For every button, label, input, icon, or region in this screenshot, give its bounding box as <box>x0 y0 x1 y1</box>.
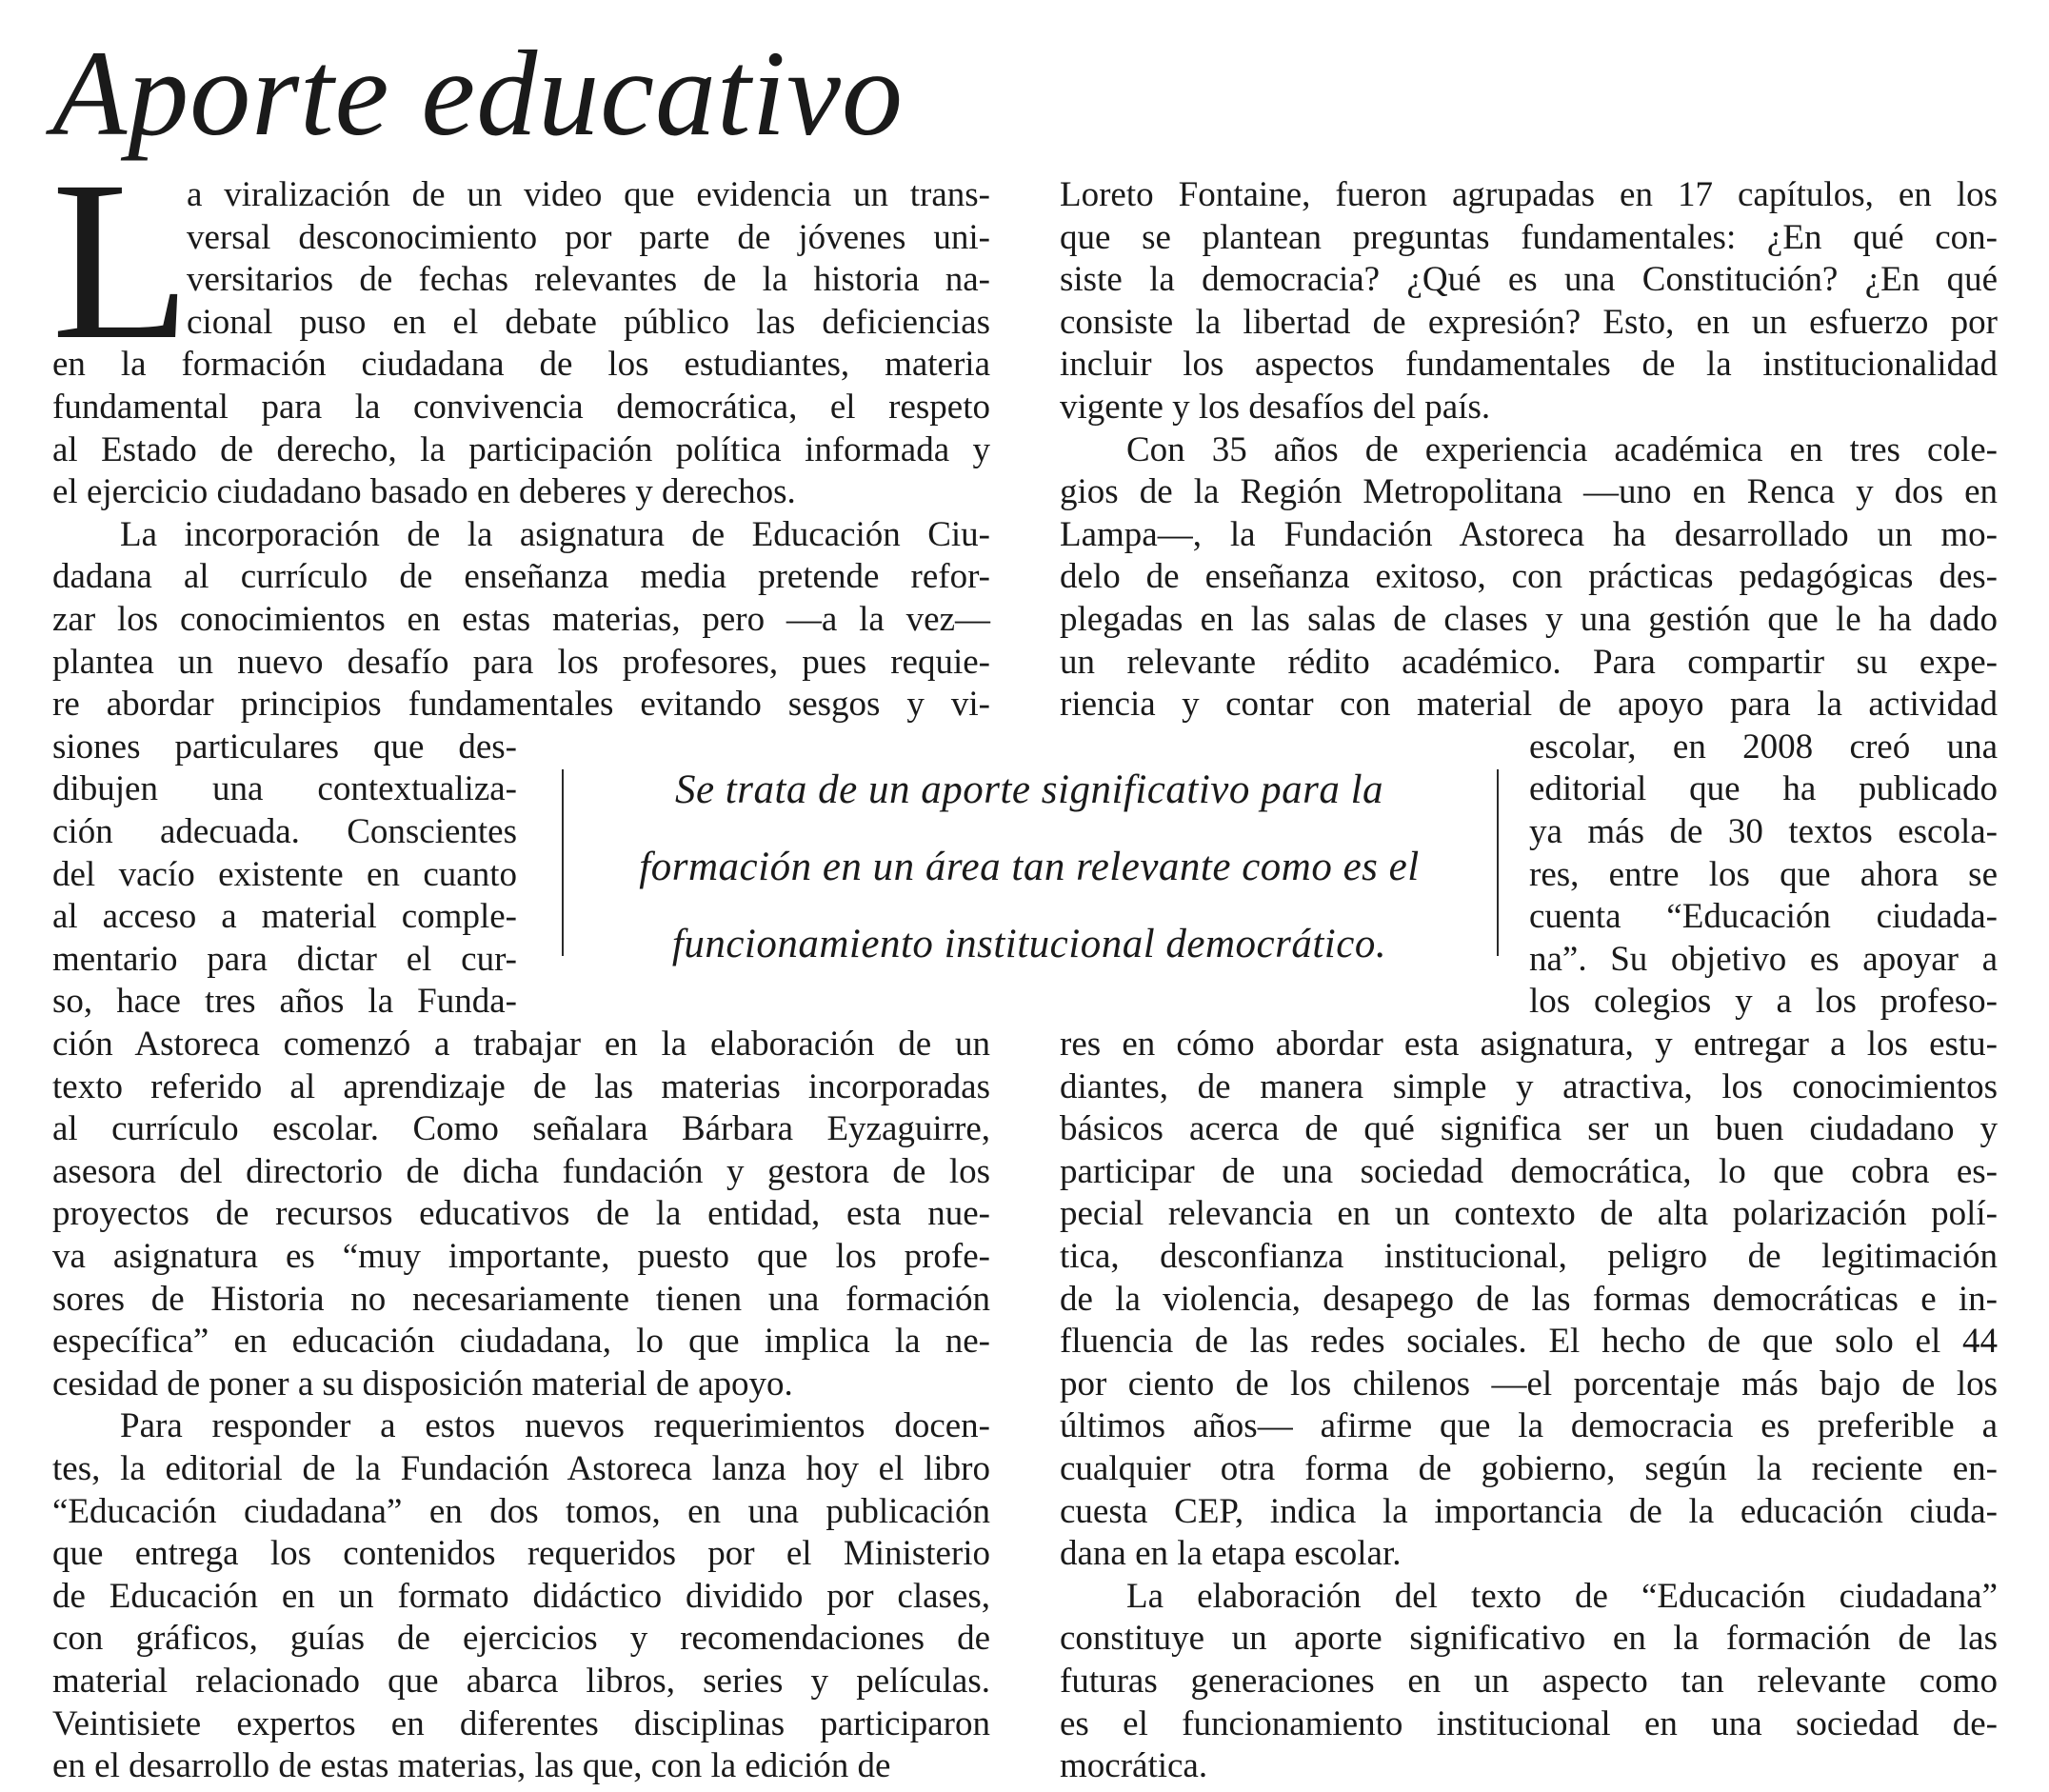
text-line: constituye un aporte significativo en la formación de las <box>1060 1619 1998 1659</box>
text-line: ya más de 30 textos escola- <box>1529 812 1998 851</box>
text-line: Con 35 años de experiencia académica en tres cole- <box>1126 429 1998 469</box>
pull-quote-right-rule <box>1497 769 1499 956</box>
text-line: dana en la etapa escolar. <box>1060 1534 1402 1574</box>
text-line: Para responder a estos nuevos requerimientos docen- <box>120 1406 990 1446</box>
text-line: material relacionado que abarca libros, series y películas. <box>52 1662 990 1701</box>
text-line: sores de Historia no necesariamente tienen una formación <box>52 1279 990 1319</box>
text-line: cuesta CEP, indica la importancia de la educación ciuda- <box>1060 1491 1998 1531</box>
text-line: zar los conocimientos en estas materias, pero —a la vez— <box>52 600 990 639</box>
pull-quote-left-rule <box>562 769 564 956</box>
pull-quote-line: funcionamiento institucional democrático. <box>671 922 1387 966</box>
text-line: dibujen una contextualiza- <box>52 769 517 809</box>
text-line: versitarios de fechas relevantes de la historia na- <box>187 260 990 300</box>
text-line: fluencia de las redes sociales. El hecho de que solo el 44 <box>1060 1322 1998 1362</box>
text-line: con gráficos, guías de ejercicios y recomendaciones de <box>52 1619 990 1659</box>
text-line: por ciento de los chilenos —el porcentaje más bajo de los <box>1060 1364 1998 1404</box>
text-line: Loreto Fontaine, fueron agrupadas en 17 capítulos, en los <box>1060 175 1998 214</box>
text-line: re abordar principios fundamentales evitando sesgos y vi- <box>52 685 990 725</box>
text-line: riencia y contar con material de apoyo para la actividad <box>1060 685 1998 725</box>
text-line: versal desconocimiento por parte de jóvenes uni- <box>187 217 990 257</box>
text-line: La incorporación de la asignatura de Educación Ciu- <box>120 514 990 554</box>
text-line: escolar, en 2008 creó una <box>1529 727 1998 767</box>
text-line: incluir los aspectos fundamentales de la institucionalidad <box>1060 345 1998 385</box>
text-line: en el desarrollo de estas materias, las que, con la edición de <box>52 1746 891 1786</box>
text-line: tes, la editorial de la Fundación Astoreca lanza hoy el libro <box>52 1449 990 1488</box>
text-line: vigente y los desafíos del país. <box>1060 388 1491 427</box>
drop-cap: L <box>51 133 191 387</box>
text-line: fundamental para la convivencia democrática, el respeto <box>52 388 990 427</box>
text-line: a viralización de un video que evidencia un trans- <box>187 175 990 214</box>
text-line: proyectos de recursos educativos de la entidad, esta nue- <box>52 1194 990 1234</box>
text-line: “Educación ciudadana” en dos tomos, en una publicación <box>52 1491 990 1531</box>
text-line: en la formación ciudadana de los estudiantes, materia <box>52 345 990 385</box>
text-line: res, entre los que ahora se <box>1529 854 1998 894</box>
text-line: futuras generaciones en un aspecto tan relevante como <box>1060 1662 1998 1701</box>
text-line: plantea un nuevo desafío para los profesores, pues requie- <box>52 642 990 682</box>
text-line: ción adecuada. Conscientes <box>52 812 517 851</box>
text-line: Veintisiete expertos en diferentes disciplinas participaron <box>52 1703 990 1743</box>
text-line: asesora del directorio de dicha fundación y gestora de los <box>52 1151 990 1191</box>
text-line: que entrega los contenidos requeridos por el Ministerio <box>52 1534 990 1574</box>
text-line: dadana al currículo de enseñanza media pretende refor- <box>52 557 990 597</box>
text-line: cualquier otra forma de gobierno, según la reciente en- <box>1060 1449 1998 1488</box>
text-line: mentario para dictar el cur- <box>52 939 517 979</box>
text-line: mocrática. <box>1060 1746 1208 1786</box>
text-line: al Estado de derecho, la participación política informada y <box>52 429 990 469</box>
text-line: texto referido al aprendizaje de las materias incorporadas <box>52 1066 990 1106</box>
text-line: ción Astoreca comenzó a trabajar en la elaboración de un <box>52 1025 990 1064</box>
text-line: del vacío existente en cuanto <box>52 854 517 894</box>
text-line: delo de enseñanza exitoso, con prácticas pedagógicas des- <box>1060 557 1998 597</box>
text-line: cional puso en el debate público las deficiencias <box>187 302 990 342</box>
text-line: editorial que ha publicado <box>1529 769 1998 809</box>
text-line: La elaboración del texto de “Educación ciudadana” <box>1126 1576 1998 1616</box>
text-line: diantes, de manera simple y atractiva, los conocimientos <box>1060 1066 1998 1106</box>
text-line: últimos años— afirme que la democracia es preferible a <box>1060 1406 1998 1446</box>
text-line: de la violencia, desapego de las formas democráticas e in- <box>1060 1279 1998 1319</box>
text-line: so, hace tres años la Funda- <box>52 982 517 1022</box>
text-line: el ejercicio ciudadano basado en deberes y derechos. <box>52 472 796 512</box>
text-line: básicos acerca de qué significa ser un buen ciudadano y <box>1060 1109 1998 1149</box>
text-line: que se plantean preguntas fundamentales: ¿En qué con- <box>1060 217 1998 257</box>
text-line: es el funcionamiento institucional en una sociedad de- <box>1060 1703 1998 1743</box>
pull-quote-line: Se trata de un aporte significativo para la <box>674 767 1384 812</box>
text-line: na”. Su objetivo es apoyar a <box>1529 939 1998 979</box>
text-line: res en cómo abordar esta asignatura, y entregar a los estu- <box>1060 1025 1998 1064</box>
text-line: cuenta “Educación ciudada- <box>1529 897 1998 937</box>
text-line: participar de una sociedad democrática, lo que cobra es- <box>1060 1151 1998 1191</box>
text-line: gios de la Región Metropolitana —uno en Renca y dos en <box>1060 472 1998 512</box>
text-line: siste la democracia? ¿Qué es una Constitución? ¿En qué <box>1060 260 1998 300</box>
text-line: los colegios y a los profeso- <box>1529 982 1998 1022</box>
text-line: Lampa—, la Fundación Astoreca ha desarrollado un mo- <box>1060 514 1998 554</box>
text-line: al currículo escolar. Como señalara Bárbara Eyzaguirre, <box>52 1109 990 1149</box>
text-line: un relevante rédito académico. Para compartir su expe- <box>1060 642 1998 682</box>
text-line: plegadas en las salas de clases y una gestión que le ha dado <box>1060 600 1998 639</box>
text-line: cesidad de poner a su disposición material de apoyo. <box>52 1364 793 1404</box>
pull-quote-line: formación en un área tan relevante como es el <box>639 845 1420 889</box>
text-line: al acceso a material comple- <box>52 897 517 937</box>
text-line: específica” en educación ciudadana, lo que implica la ne- <box>52 1322 990 1362</box>
text-line: pecial relevancia en un contexto de alta polarización polí- <box>1060 1194 1998 1234</box>
text-line: va asignatura es “muy importante, puesto que los profe- <box>52 1237 990 1276</box>
text-line: consiste la libertad de expresión? Esto, en un esfuerzo por <box>1060 302 1998 342</box>
text-line: siones particulares que des- <box>52 727 517 767</box>
text-line: de Educación en un formato didáctico dividido por clases, <box>52 1576 990 1616</box>
article-title: Aporte educativo <box>52 26 904 161</box>
text-line: tica, desconfianza institucional, peligro de legitimación <box>1060 1237 1998 1276</box>
